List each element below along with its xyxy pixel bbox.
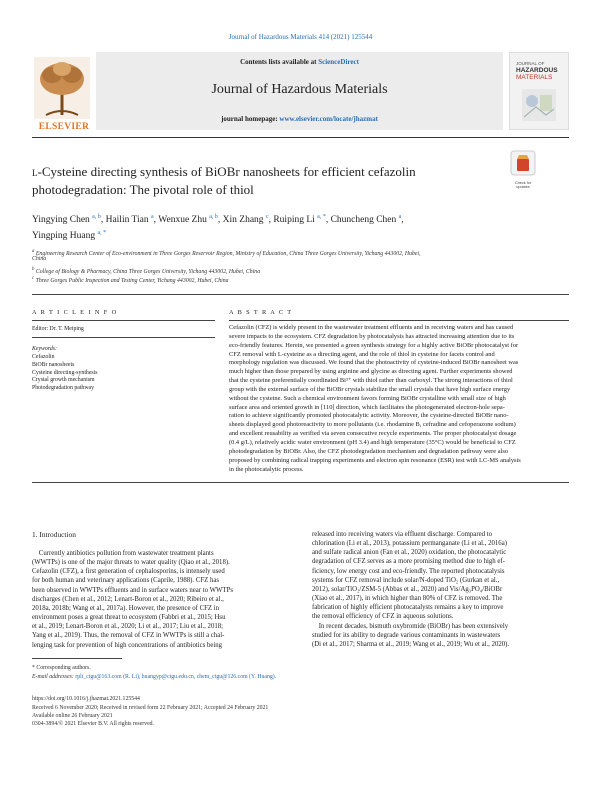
body-line: lenging task for prevention of high concentrations of antibiotics being [32, 641, 223, 649]
journal-name: Journal of Hazardous Materials [211, 82, 388, 97]
body-line: environment poses a great threat to ecosystem (Fabbri et al., 2015; Hsu [32, 614, 226, 622]
body-line: discharges (Chen et al., 2012; Lenart-Boron et al., 2020; Ribeiro et al., [32, 595, 224, 603]
footnote-rule [32, 658, 122, 659]
check-updates-label-2: updates [516, 185, 530, 189]
keyword[interactable]: Crystal growth mechanism [32, 377, 95, 384]
abstract-line: eco-friendly features. Herein, we presented a green synthesis strategy for a highly active BiOBr photocatalyst for [229, 341, 519, 349]
keyword[interactable]: Cefazolin [32, 354, 55, 360]
check-updates-label-1: Check for [514, 181, 532, 185]
journal-cover[interactable] [509, 52, 569, 130]
affiliation: $^c$ Three Gorges Public Inspection and Testing Center, Yichang 443002, Hubei, China [32, 276, 229, 284]
abstract-line: severe impacts to the ecosystem. CFZ degradation by photocatalysis has attracted increasing attention due to its [229, 332, 515, 340]
cover-graphic-icon [520, 87, 558, 123]
keywords-label: Keywords: [32, 346, 57, 352]
body-line: been observed in WWTPs effluents and in surface waters near to WWTPs [32, 586, 234, 594]
abstract-rule [229, 320, 569, 321]
abstract-line: (0.4 g/L), relatively acidic water environment (pH 3.4) and high temperature (35°C) would be beneficial to CFZ [229, 438, 516, 446]
publisher-name[interactable]: ELSEVIER [38, 122, 90, 132]
keyword[interactable]: Cysteine directing-synthesis [32, 369, 98, 376]
body-line: Cefazolin (CFZ), a first generation of cephalosporins, is intensely used [32, 568, 225, 576]
body-line: (Di et al., 2017; Sharma et al., 2019; Wang et al., 2019; Wu et al., 2020). [312, 640, 510, 648]
author[interactable]: Yingping Huang $^{a, *}$ [32, 230, 107, 242]
abstract-text [229, 324, 569, 474]
body-line: studied for its ability to degrade various contaminants in wastewaters [312, 631, 501, 639]
email-label: E-mail addresses: [32, 674, 76, 680]
body-line: (Xiao et al., 2017), in which higher than 80% of CFZ is removed. The [312, 595, 503, 603]
abstract-line: without the cysteine. Such a chemical environment favors forming BiOBr crystalline with small size of high [229, 394, 506, 402]
copyright: 0304-3894/© 2021 Elsevier B.V. All rights reserved. [32, 721, 154, 727]
elsevier-tree-logo [32, 55, 92, 121]
abstract-line: sheets displayed good photoreactivity to more pollutants (i.e. rhodamine B, cefradine and cefoperazone sodium) [229, 421, 516, 429]
title-line-1 [32, 163, 502, 181]
author[interactable]: Wenxue Zhu $^{a, b}$ [158, 214, 218, 226]
author[interactable]: Xin Zhang $^c$ [222, 214, 269, 226]
corresponding-note: * Corresponding authors. [32, 665, 91, 671]
affiliation: China [32, 256, 47, 262]
keyword-list [32, 354, 98, 393]
abstract-line: that the cysteine preferentially coordinated Bi³⁺ with thiol rather than carboxyl. The strong interactions of thiol [229, 377, 513, 385]
body-line: fabrication of highly efficient photocatalysts remains a key to improve [312, 604, 504, 612]
affiliation: $^b$ College of Biology & Pharmacy, China Three Gorges University, Yichang 443002, Hubei, China [32, 267, 261, 275]
body-line: chlorination (Li et al., 2013), potassium permanganate (Li et al., 2016a) [312, 540, 507, 548]
abstract-line: much higher than those prepared by using arginine and glycine as directing agent. Further experiments showed [229, 368, 513, 376]
cover-title-3: MATERIALS [516, 74, 553, 81]
body-line: released into receiving waters via effluent discharge. Compared to [312, 531, 492, 538]
homepage-link[interactable]: www.elsevier.com/locate/jhazmat [279, 115, 378, 123]
intro-left-column [32, 549, 288, 650]
body-line: and sulfate radical anion (Fan et al., 2020) oxidation, the photocatalytic [312, 549, 507, 557]
check-for-updates-button[interactable] [510, 150, 536, 190]
body-line: 2012), solar/TiO₂/ZSM-5 (Abbas et al., 2020) and Vis/Ag₃PO₄/BiOBr [312, 585, 503, 593]
cover-title-2: HAZARDOUS [516, 67, 558, 74]
email-links[interactable]: rpli_ctgu@163.com (R. Li), huangyp@ctgu.edu.cn, chem_ctgu@126.com (Y. Huang). [75, 674, 277, 680]
affiliation-rule [32, 294, 569, 295]
author-list: Yingying Chen $^{a, b}$, Hailin Tian $^a$, Wenxue Zhu $^{a, b}$, Xin Zhang $^c$, Ruiping Li $^{a, *}$, Chuncheng Chen $^a$, Yingping Huang $^{a, *}$ [32, 214, 404, 242]
keyword[interactable]: Photodegradation pathway [32, 385, 94, 392]
abstract-line: CFZ removal with L-cysteine as a directing agent, and the role of thiol in cysteine for facets control and [229, 350, 495, 358]
abstract-end-rule [32, 482, 569, 483]
body-line: (WWTPs) is one of the major threats to water quality (Qiao et al., 2018). [32, 559, 230, 567]
doi-link[interactable]: https://doi.org/10.1016/j.jhazmat.2021.125544 [32, 696, 140, 702]
author[interactable]: Yingying Chen $^{a, b}$ [32, 214, 101, 226]
journal-citation[interactable]: Journal of Hazardous Materials 414 (2021) 125544 [228, 33, 373, 41]
check-updates-icon [510, 150, 536, 176]
body-line: 2018a, 2018b; Wang et al., 2017a). However, the presence of CFZ in [32, 604, 220, 612]
body-line: In recent decades, bismuth oxybromide (BiOBr) has been extensively [312, 622, 509, 630]
abstract-line: surface area and oriented growth in [110] direction, which facilitates the photogenerated electron-hole sepa- [229, 403, 505, 411]
received-dates: Received 6 November 2020; Received in revised form 22 February 2021; Accepted 24 February 2021 [32, 705, 269, 711]
contents-available [96, 58, 503, 66]
author[interactable]: Hailin Tian $^a$ [105, 214, 154, 226]
cover-title-1: JOURNAL OF [516, 61, 545, 66]
intro-right-column [312, 530, 569, 649]
body-line: et al., 2019; Lenart-Boron et al., 2020; Li et al., 2017; Liu et al., 2018; [32, 623, 224, 631]
contents-prefix: Contents lists available at [240, 58, 319, 66]
body-line: Yang et al., 2019). Thus, the removal of CFZ in WWTPs is still a chal- [32, 632, 225, 640]
journal-homepage [96, 115, 503, 123]
author[interactable]: Chuncheng Chen $^a$ [330, 214, 402, 226]
article-info-rule [32, 320, 215, 321]
title-prefix: l [32, 164, 38, 179]
abstract-line: proposed by combining radical trapping experiments and electron spin resonance (ESR) test with LC-MS analysis [229, 456, 521, 464]
body-line: for both human and veterinary applications (Caprile, 1988). CFZ has [32, 577, 220, 585]
affiliation: $^a$ Engineering Research Center of Eco-environment in Three Gorges Reservoir Region, Ministry of Education, China Three Gorges University, Yichang 443002, Hubei, [32, 249, 421, 257]
keyword[interactable]: BiOBr nanosheets [32, 361, 75, 368]
sciencedirect-link[interactable]: ScienceDirect [318, 58, 359, 66]
homepage-prefix: journal homepage: [221, 115, 280, 123]
body-line: systems for CFZ removal include solar/N-doped TiO₂ (Gurkan et al., [312, 576, 500, 584]
body-line: Currently antibiotics pollution from wastewater treatment plants [32, 550, 214, 557]
header-rule [32, 137, 569, 138]
introduction-heading: 1. Introduction [32, 530, 76, 539]
article-info-heading: A R T I C L E I N F O [32, 309, 118, 316]
abstract-line: in the photocatalytic process. [229, 465, 304, 473]
email-line [32, 673, 276, 681]
abstract-line: morphology regulation was discussed. We found that the photoactivity of cysteine-induced BiOBr nanosheet was [229, 359, 519, 367]
abstract-line: and excellent reusability as verified via seven consecutive recycle experiments. The proper photocatalyst dosage [229, 430, 517, 438]
body-line: the removal efficiency of CFZ in aqueous solutions. [312, 613, 454, 621]
available-online: Available online 26 February 2021 [32, 713, 113, 719]
editor-rule [32, 337, 215, 338]
title-line-1-text: -Cysteine directing synthesis of BiOBr nanosheets for efficient cefazolin [37, 164, 416, 179]
title-line-2: photodegradation: The pivotal role of thiol [32, 181, 254, 197]
author[interactable]: Ruiping Li $^{a, *}$ [273, 214, 326, 226]
article-title [32, 163, 502, 198]
body-line: ficiency, low energy cost and eco-friendly. The reported photocatalysis [312, 567, 505, 575]
abstract-heading: A B S T R A C T [229, 309, 293, 316]
abstract-line: group with the external surface of the BiOBr crystals stabilize the small crystals that have high surface energy [229, 385, 511, 393]
abstract-line: Cefazolin (CFZ) is widely present in the wastewater treatment effluents and in receiving waters and has caused [229, 324, 514, 331]
editor: Editor: Dr. T. Meiping [32, 326, 84, 332]
abstract-line: photodegradation by BiOBr. Also, the CFZ photodegradation mechanism and degradation pathway were also [229, 447, 508, 455]
body-line: degradation of CFZ serves as a more promising method due to high ef- [312, 558, 505, 566]
abstract-line: ration to achieve significantly promoted photocatalytic activity. Moreover, the cysteine-directed BiOBr nano- [229, 412, 509, 420]
